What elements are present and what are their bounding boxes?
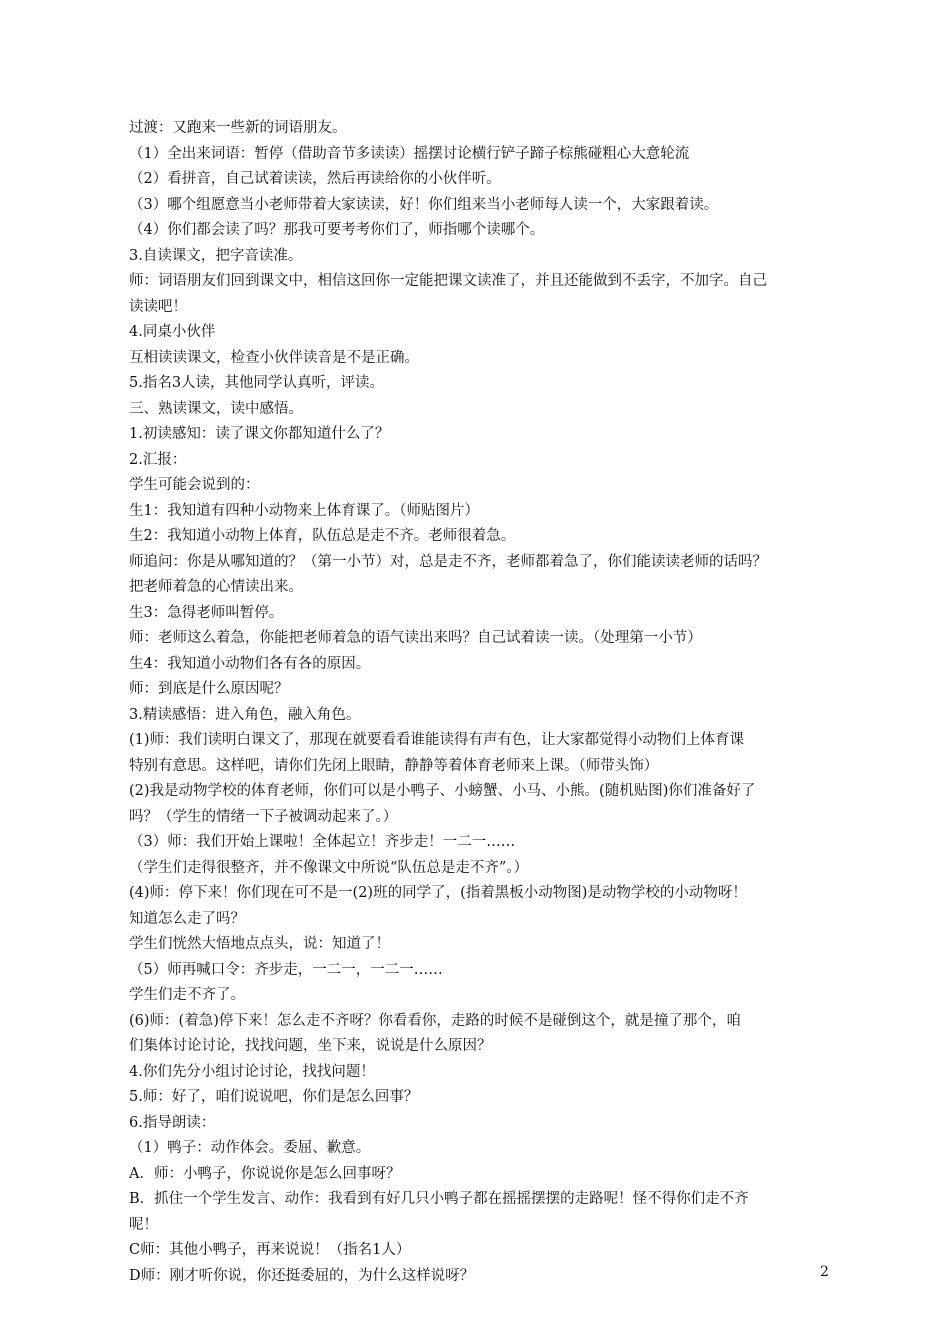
text-line: 生3：急得老师叫暂停。 bbox=[129, 604, 284, 621]
text-line: （学生们走得很整齐，并不像课文中所说“队伍总是走不齐”。） bbox=[129, 859, 529, 876]
text-line: 知道怎么走了吗？ bbox=[129, 910, 245, 927]
text-line: 过渡：又跑来一些新的词语朋友。 bbox=[129, 120, 347, 136]
text-line: 5.师：好了，咱们说说吧，你们是怎么回事？ bbox=[129, 1089, 419, 1105]
text-line: B．抓住一个学生发言、动作：我看到有好几只小鸭子都在摇摇摆摆的走路呢！怪不得你们走不齐 bbox=[129, 1191, 749, 1207]
text-line: 师：词语朋友们回到课文中，相信这回你一定能把课文读准了，并且还能做到不丢字，不加字。自己 bbox=[129, 273, 767, 289]
text-line: 互相读读课文，检查小伙伴读音是不是正确。 bbox=[129, 349, 419, 366]
text-line: 生4：我知道小动物们各有各的原因。 bbox=[129, 655, 371, 672]
text-line: 4.同桌小伙伴 bbox=[129, 324, 216, 340]
text-line: 师：老师这么着急，你能把老师着急的语气读出来吗？自己试着读一读。（处理第一小节） bbox=[129, 630, 702, 646]
text-line: 6.指导朗读： bbox=[129, 1114, 216, 1131]
text-line: （3）师：我们开始上课啦！全体起立！齐步走！一二一…… bbox=[129, 834, 516, 850]
text-line: (4)师：停下来！你们现在可不是一(2)班的同学了，(指着黑板小动物图)是动物学校的小动物呀！ bbox=[129, 885, 747, 901]
text-line: (6)师：(着急)停下来！怎么走不齐呀？你看看你，走路的时候不是碰倒这个，就是撞了那个，咱 bbox=[129, 1012, 741, 1029]
section-heading: 三、熟读课文，读中感悟。 bbox=[129, 400, 303, 417]
text-line: 学生可能会说到的： bbox=[129, 477, 260, 493]
text-line: A．师：小鸭子，你说说你是怎么回事呀？ bbox=[129, 1165, 401, 1182]
text-line: 呢！ bbox=[129, 1216, 158, 1233]
text-line: （5）师再喊口令：齐步走，一二一，一二一…… bbox=[129, 961, 443, 978]
text-line: 学生们恍然大悟地点点头，说：知道了！ bbox=[129, 936, 390, 952]
text-line: （1）全出来词语：暂停（借助音节多读读）摇摆讨论横行铲子蹄子棕熊碰粗心大意轮流 bbox=[129, 145, 690, 162]
text-line: (2)我是动物学校的体育老师，你们可以是小鸭子、小螃蟹、小马、小熊。(随机贴图)你们准备好了 bbox=[129, 783, 756, 799]
text-line: 师追问：你是从哪知道的？（第一小节）对，总是走不齐，老师都着急了，你们能读读老师的话吗？ bbox=[129, 553, 767, 570]
text-line: 吗？（学生的情绪一下子被调动起来了。） bbox=[129, 808, 398, 825]
text-line: 4.你们先分小组讨论讨论，找找问题！ bbox=[129, 1063, 375, 1080]
text-line: 生1：我知道有四种小动物来上体育课了。（师贴图片） bbox=[129, 502, 479, 519]
text-line: 特别有意思。这样吧，请你们先闭上眼睛，静静等着体育老师来上课。（师带头饰） bbox=[129, 757, 659, 774]
page-number: 2 bbox=[820, 1264, 829, 1280]
text-line: D师：刚才听你说，你还挺委屈的，为什么这样说呀？ bbox=[129, 1267, 475, 1284]
text-line: 3.精读感悟：进入角色，融入角色。 bbox=[129, 706, 361, 723]
text-line: （2）看拼音，自己试着读读，然后再读给你的小伙伴听。 bbox=[129, 171, 501, 187]
text-line: 读读吧！ bbox=[129, 298, 187, 315]
text-line: 师：到底是什么原因呢？ bbox=[129, 681, 289, 697]
text-line: 生2：我知道小动物上体育，队伍总是走不齐。老师很着急。 bbox=[129, 528, 516, 544]
text-line: 把老师着急的心情读出来。 bbox=[129, 579, 303, 595]
text-line: 1.初读感知：读了课文你都知道什么了？ bbox=[129, 426, 390, 442]
text-line: C师：其他小鸭子，再来说说！（指名1人） bbox=[129, 1242, 411, 1258]
text-line: 们集体讨论讨论，找找问题，坐下来，说说是什么原因？ bbox=[129, 1038, 492, 1054]
page-body bbox=[129, 116, 841, 1289]
text-line: 5.指名3人读，其他同学认真听，评读。 bbox=[129, 375, 385, 391]
text-line: （1）鸭子：动作体会。委屈、歉意。 bbox=[129, 1140, 371, 1156]
text-line: （3）哪个组愿意当小老师带着大家读读，好！你们组来当小老师每人读一个，大家跟着读。 bbox=[129, 196, 719, 213]
text-line: 2.汇报： bbox=[129, 451, 187, 468]
text-line: 学生们走不齐了。 bbox=[129, 987, 245, 1003]
text-line: 3.自读课文，把字音读准。 bbox=[129, 247, 303, 264]
text-line: (1)师：我们读明白课文了，那现在就要看看谁能读得有声有色，让大家都觉得小动物们上体育课 bbox=[129, 732, 745, 748]
text-line: （4）你们都会读了吗？那我可要考考你们了，师指哪个读哪个。 bbox=[129, 222, 545, 238]
